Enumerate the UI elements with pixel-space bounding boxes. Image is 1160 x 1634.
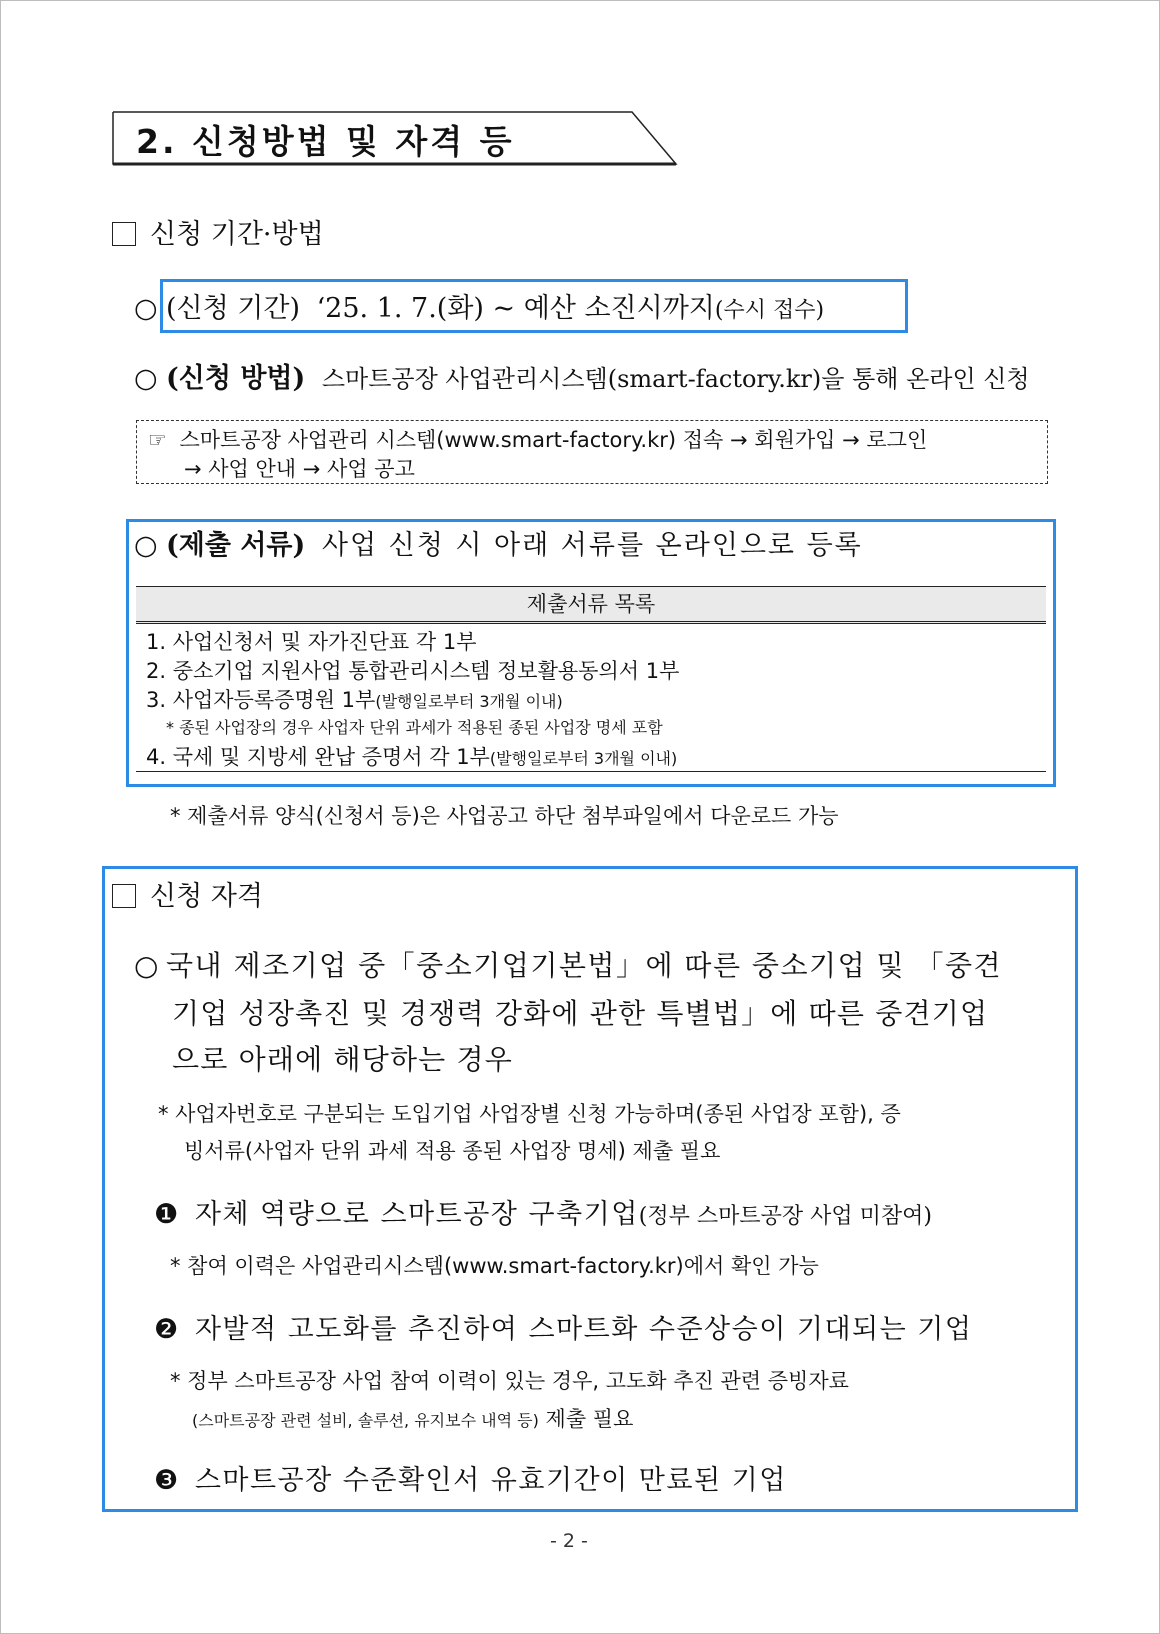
period-note: (수시 접수): [714, 298, 825, 323]
eligibility-item-2-sub-paren: (스마트공장 관련 설비, 솔루션, 유지보수 내역 등): [192, 1411, 539, 1430]
guide-line-2: → 사업 안내 → 사업 공고: [184, 457, 415, 481]
eligibility-para-line-3: 으로 아래에 해당하는 경우: [172, 1043, 514, 1076]
section-heading: [112, 110, 678, 166]
documents-item-3-text: 3. 사업자등록증명원 1부: [146, 688, 376, 712]
number-1-icon: ❶: [154, 1199, 179, 1230]
page-number: - 2 -: [550, 1530, 588, 1552]
checkbox-square-icon: [112, 222, 136, 246]
eligibility-item-1-text: 자체 역량으로 스마트공장 구축기업: [194, 1199, 639, 1230]
guide-line-1: [148, 424, 927, 454]
eligibility-title-text: 신청 자격: [150, 881, 263, 912]
eligibility-item-3: [154, 1458, 787, 1497]
documents-footnote: * 제출서류 양식(신청서 등)은 사업공고 하단 첨부파일에서 다운로드 가능: [170, 804, 839, 828]
eligibility-item-2-sub-tail: 제출 필요: [545, 1407, 634, 1431]
bullet-icon: ○: [134, 293, 158, 324]
number-2-icon: ❷: [154, 1314, 179, 1345]
eligibility-para-line-2: 기업 성장촉진 및 경쟁력 강화에 관한 특별법」에 따른 중견기업: [172, 997, 989, 1030]
period-method-title-text: 신청 기간·방법: [150, 219, 324, 250]
guide-line-1-text: 스마트공장 사업관리 시스템(www.smart-factory.kr) 접속 → 회원가입 → 로그인: [179, 428, 928, 452]
documents-item-4: [146, 741, 677, 771]
eligibility-item-3-text: 스마트공장 수준확인서 유효기간이 만료된 기업: [194, 1465, 787, 1496]
period-method-title: [112, 212, 324, 251]
period-line: [134, 286, 824, 325]
documents-table-header: 제출서류 목록: [136, 586, 1046, 624]
method-label: (신청 방법): [166, 363, 306, 394]
documents-line: [134, 523, 863, 562]
eligibility-note-line-1: * 사업자번호로 구분되는 도입기업 사업장별 신청 가능하며(종된 사업장 포함), 증: [158, 1102, 901, 1126]
number-3-icon: ❸: [154, 1465, 179, 1496]
documents-table-bottom-rule: [136, 771, 1046, 772]
eligibility-para-line-1-text: 국내 제조기업 중「중소기업기본법」에 따른 중소기업 및 「중견: [166, 949, 1003, 982]
eligibility-item-2-sub-line-2: [192, 1403, 633, 1433]
method-line: [134, 356, 1030, 395]
bullet-icon: ○: [134, 363, 158, 394]
documents-item-4-note: (발행일로부터 3개월 이내): [489, 749, 678, 768]
documents-item-note: * 종된 사업장의 경우 사업자 단위 과세가 적용된 종된 사업장 명세 포함: [166, 718, 663, 737]
eligibility-title: [112, 874, 263, 913]
checkbox-square-icon: [112, 884, 136, 908]
period-value: ‘25. 1. 7.(화) ~ 예산 소진시까지: [316, 293, 715, 324]
documents-text: 사업 신청 시 아래 서류를 온라인으로 등록: [321, 530, 863, 561]
period-label: (신청 기간): [166, 293, 300, 324]
eligibility-item-2-text: 자발적 고도화를 추진하여 스마트화 수준상승이 기대되는 기업: [194, 1314, 973, 1345]
eligibility-note-line-2: 빙서류(사업자 단위 과세 적용 종된 사업장 명세) 제출 필요: [184, 1139, 721, 1163]
pointing-hand-icon: ☞: [148, 428, 167, 452]
eligibility-item-1-sub: * 참여 이력은 사업관리시스템(www.smart-factory.kr)에서 확인 가능: [170, 1254, 819, 1278]
eligibility-item-1: [154, 1192, 932, 1231]
documents-item-3: [146, 684, 563, 714]
section-heading-text: 2. 신청방법 및 자격 등: [136, 122, 515, 161]
bullet-icon: ○: [134, 530, 158, 561]
method-value: 스마트공장 사업관리시스템(smart-factory.kr)을 통해 온라인 신청: [321, 365, 1030, 393]
bullet-icon: ○: [134, 949, 160, 982]
eligibility-item-2-sub-line-1: * 정부 스마트공장 사업 참여 이력이 있는 경우, 고도화 추진 관련 증빙자료: [170, 1369, 849, 1393]
documents-item-2: 2. 중소기업 지원사업 통합관리시스템 정보활용동의서 1부: [146, 659, 680, 683]
eligibility-item-1-note: (정부 스마트공장 사업 미참여): [638, 1204, 932, 1229]
documents-label: (제출 서류): [166, 530, 306, 561]
eligibility-para-line-1: [134, 944, 1002, 984]
eligibility-item-2: [154, 1307, 972, 1346]
documents-item-1: 1. 사업신청서 및 자가진단표 각 1부: [146, 630, 477, 654]
documents-item-3-note: (발행일로부터 3개월 이내): [375, 692, 563, 711]
documents-item-4-text: 4. 국세 및 지방세 완납 증명서 각 1부: [146, 745, 490, 769]
